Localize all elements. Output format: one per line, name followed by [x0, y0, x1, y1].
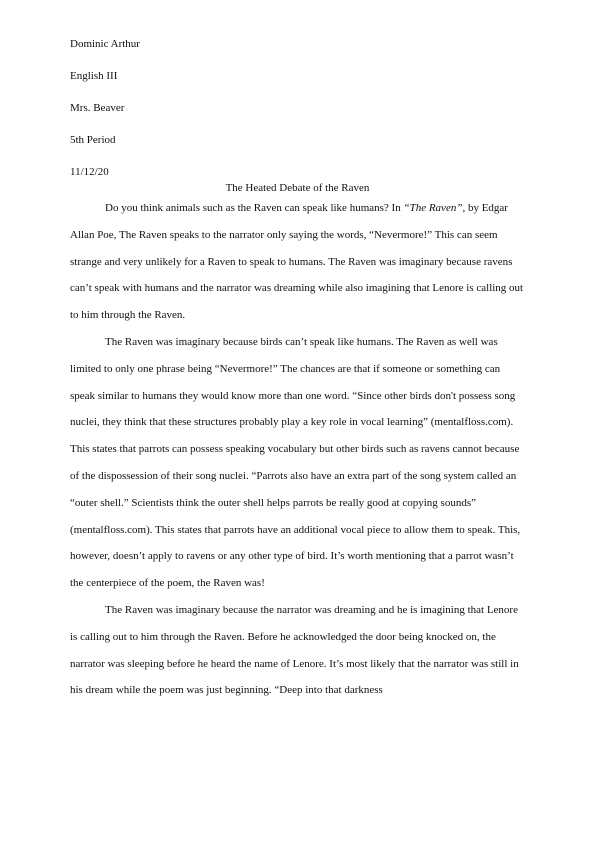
- course-name: English III: [70, 70, 118, 82]
- essay-date: 11/12/20: [70, 166, 109, 178]
- student-name: Dominic Arthur: [70, 38, 140, 50]
- class-period: 5th Period: [70, 134, 116, 146]
- paragraph-3: The Raven was imaginary because the narrator was dreaming and he is imagining that Lenore is calling out to him through the Raven. Before he acknowledged the door being knocked on, the narrator was sleeping before he heard the name of Lenore. It’s most likely that the narrator was still in his dream while the poem was just beginning. “Deep into that darkness: [70, 603, 519, 697]
- paragraph-1-text-end: , by Edgar Allan Poe, The Raven speaks to the narrator only saying the words, “Nevermore!” This can seem strange and very unlikely for a Raven to speak to humans. The Raven was imaginary because ravens can’t speak with humans and the narrator was dreaming while also imagining that Lenore is calling out to him through the Raven.: [70, 202, 524, 322]
- teacher-name: Mrs. Beaver: [70, 102, 125, 114]
- paragraph-2: The Raven was imaginary because birds can’t speak like humans. The Raven as well was limited to only one phrase being “Nevermore!” The chances are that if someone or something can speak similar to humans they would know more than one word. “Since other birds don't possess song nuclei, they think that these structures probably play a key role in vocal learning” (mentalfloss.com). This states that parrots can possess speaking vocabulary but other birds such as ravens cannot because of the dispossession of their song nuclei. “Parrots also have an extra part of the song system called an “outer shell.” Scientists think the outer shell helps parrots be really good at copying sounds” (mentalfloss.com). This states that parrots have an additional vocal piece to allow them to speak. This, however, doesn’t apply to ravens or any other type of bird. It’s worth mentioning that a parrot wasn’t the centerpiece of the poem, the Raven was!: [70, 335, 521, 590]
- essay-body: [70, 195, 525, 704]
- paragraph-1: [70, 195, 525, 329]
- poem-title-italic: “The Raven”: [403, 202, 463, 214]
- essay-title: The Heated Debate of the Raven: [225, 182, 370, 194]
- paragraph-1-text-start: Do you think animals such as the Raven can speak like humans? In: [105, 202, 404, 214]
